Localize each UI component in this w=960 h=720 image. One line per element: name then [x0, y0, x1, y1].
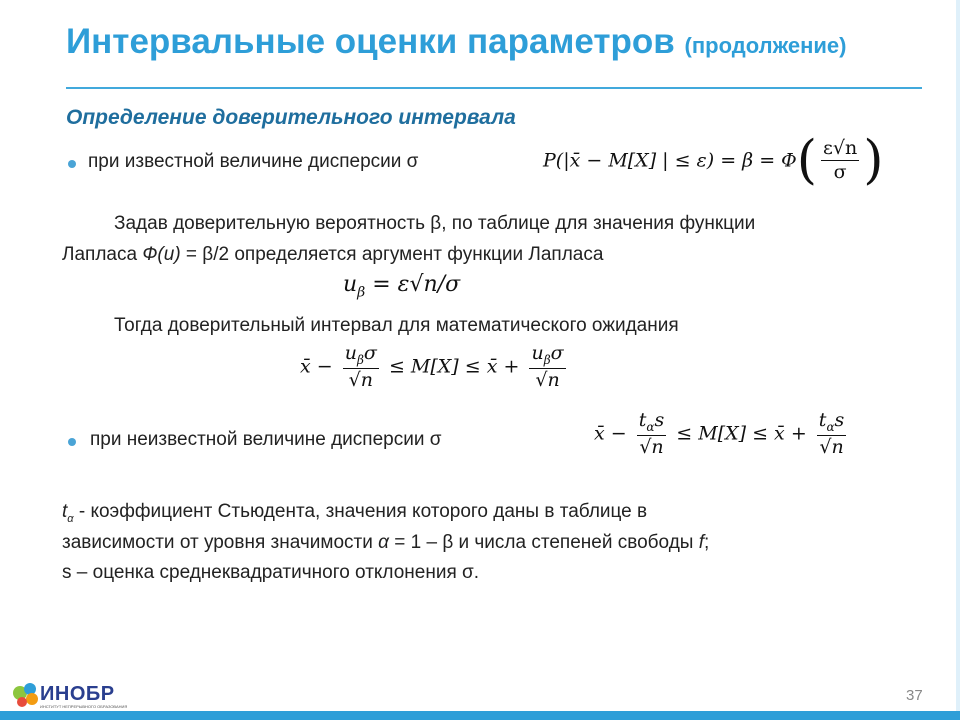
t-alpha-sub: α	[67, 512, 74, 525]
f3-num-tail-right: σ	[550, 342, 564, 364]
bullet-known-variance: при известной величине дисперсии σ	[88, 151, 419, 172]
student-line-1	[62, 501, 647, 525]
slide-title-main: Интервальные оценки параметров	[66, 22, 675, 61]
slide-right-edge	[956, 0, 960, 720]
student-line-2	[62, 532, 709, 554]
formula-interval-known	[300, 343, 570, 392]
section-subtitle: Определение доверительного интервала	[66, 106, 516, 129]
student-text-2b: = 1 – β и числа степеней свободы	[388, 532, 699, 553]
formula-probability-numerator: ε√n	[823, 137, 858, 159]
laplace-paragraph-line1: Задав доверительную вероятность β, по таблице для значения функции	[114, 213, 756, 234]
formula-probability: P(|x̄ − M[X] | ≤ ε) = β = Φ( $\frac{\varepsilon√n}{\sigma}$ )	[543, 130, 884, 191]
f4-num-sub-right: α	[826, 419, 835, 434]
formula-u-sub: β	[357, 284, 366, 301]
laplace-paragraph-line2	[62, 244, 603, 266]
f3-num-sub-right: β	[543, 352, 551, 367]
f3-num-sub: β	[356, 352, 364, 367]
student-line-3: s – оценка среднеквадратичного отклонения σ.	[62, 562, 480, 583]
f3-den: √n	[348, 368, 373, 391]
formula-u-beta	[343, 272, 460, 300]
f4-left-term: x̄ −	[594, 422, 627, 445]
f4-middle: ≤ M[X] ≤ x̄ +	[676, 422, 807, 445]
f3-middle: ≤ M[X] ≤ x̄ +	[388, 355, 520, 378]
logo-name: ИНОБР	[40, 683, 115, 705]
laplace-text-a: Лапласа	[62, 244, 143, 265]
bullet-marker-2	[68, 438, 76, 446]
page-number: 37	[906, 687, 923, 704]
formula-probability-left: P(|x̄ − M[X] | ≤ ε) = β = Φ	[543, 149, 797, 172]
f-symbol: f	[698, 532, 705, 553]
slide-title	[66, 22, 846, 62]
footer-bar	[0, 711, 960, 720]
f4-num-tail: s	[654, 409, 665, 431]
slide-title-sub: (продолжение)	[684, 33, 847, 58]
laplace-text-c: = β/2 определяется аргумент функции Лапласа	[180, 244, 604, 265]
f3-left-term: x̄ −	[300, 355, 333, 378]
confidence-interval-paragraph: Тогда доверительный интервал для математического ожидания	[114, 315, 679, 336]
student-text-2c: ;	[704, 532, 710, 553]
formula-probability-denominator: σ	[833, 160, 847, 183]
f4-den: √n	[639, 435, 664, 458]
f4-num-tail-right: s	[834, 409, 845, 431]
f4-num-t: t	[638, 409, 647, 431]
bullet-unknown-variance: при неизвестной величине дисперсии σ	[90, 429, 442, 450]
formula-interval-unknown	[594, 410, 850, 459]
student-text-2a: зависимости от уровня значимости	[62, 532, 379, 553]
f4-num-t-right: t	[818, 409, 827, 431]
bullet-marker-1	[68, 160, 76, 168]
f3-den-right: √n	[535, 368, 560, 391]
formula-u: u	[343, 272, 358, 297]
alpha-symbol: α	[378, 532, 389, 553]
f4-den-right: √n	[819, 435, 844, 458]
f4-num-sub: α	[646, 419, 655, 434]
f3-num-tail: σ	[363, 342, 377, 364]
t-alpha-symbol: t	[62, 501, 68, 522]
title-underline	[66, 87, 922, 89]
formula-u-rhs: = ε√n/σ	[365, 272, 461, 297]
f3-num-u-right: u	[531, 342, 544, 364]
student-text-1: - коэффициент Стьюдента, значения которого даны в таблице в	[73, 501, 648, 522]
laplace-function: Ф(u)	[142, 244, 181, 265]
f3-num-u: u	[344, 342, 357, 364]
logo-tagline: ИНСТИТУТ НЕПРЕРЫВНОГО ОБРАЗОВАНИЯ	[40, 704, 128, 709]
